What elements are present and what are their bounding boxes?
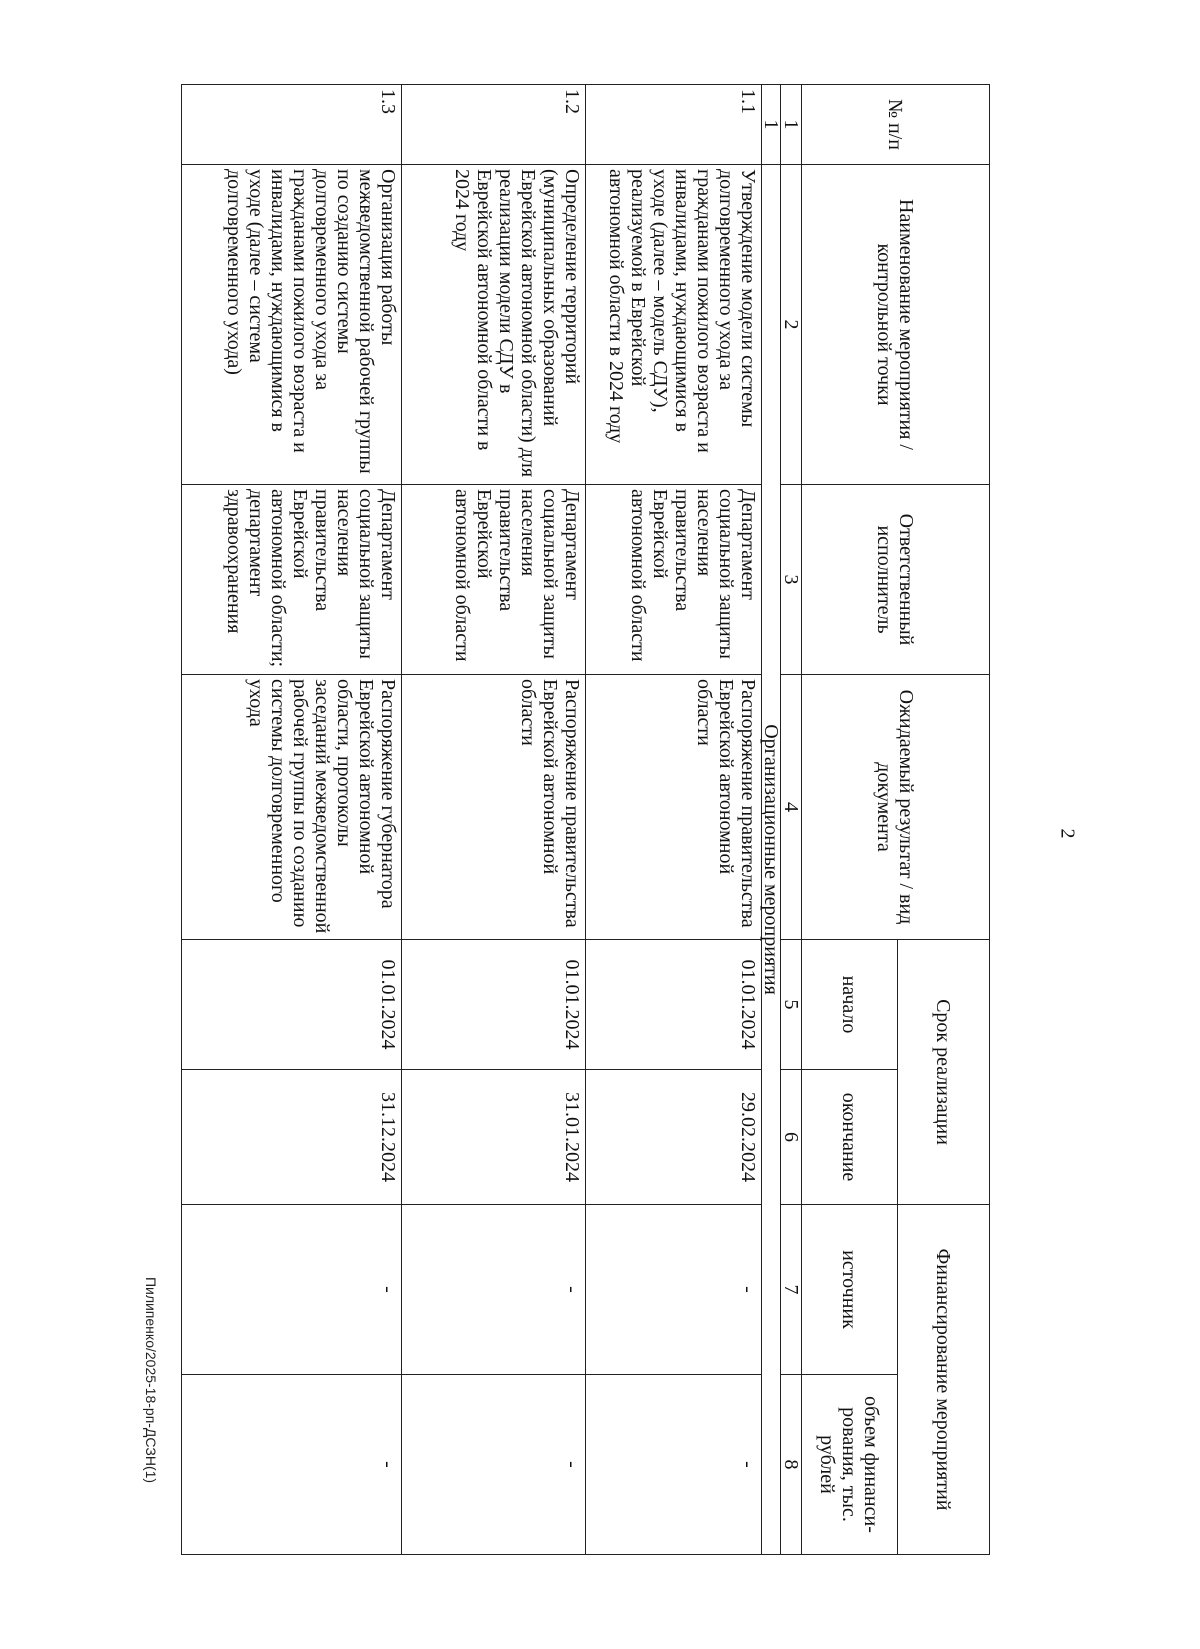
row-finance-volume: - bbox=[402, 1375, 586, 1555]
header-executor: Ответственный исполнитель bbox=[802, 485, 990, 675]
header-finance-volume: объем финанси-рования, тыс. рублей bbox=[802, 1375, 898, 1555]
row-number: 1.1 bbox=[586, 85, 762, 165]
section-number: 1 bbox=[762, 85, 781, 165]
row-finance-volume: - bbox=[182, 1375, 402, 1555]
section-row bbox=[762, 85, 781, 1555]
row-finance-volume: - bbox=[586, 1375, 762, 1555]
section-title: Организационные мероприятия bbox=[762, 165, 781, 1555]
row-name: Утверждение модели системы долговременного ухода за гражданами пожилого возраста и инвалидами, нуждающимися в уходе (далее – модель СДУ), реализуемой в Еврейской автономной области в 2024 году bbox=[586, 165, 762, 485]
row-finance-source: - bbox=[182, 1205, 402, 1375]
plan-table bbox=[181, 84, 990, 1555]
table-row bbox=[586, 85, 762, 1555]
column-number: 7 bbox=[781, 1205, 802, 1375]
table-row bbox=[402, 85, 586, 1555]
header-finance-source: источник bbox=[802, 1205, 898, 1375]
row-number: 1.3 bbox=[182, 85, 402, 165]
row-finance-source: - bbox=[402, 1205, 586, 1375]
row-executor: Департамент социальной защиты населения правительства Еврейской автономной области bbox=[402, 485, 586, 675]
header-term-start: начало bbox=[802, 940, 898, 1070]
row-end-date: 31.01.2024 bbox=[402, 1070, 586, 1205]
header-term: Срок реализации bbox=[898, 940, 990, 1205]
row-end-date: 31.12.2024 bbox=[182, 1070, 402, 1205]
row-start-date: 01.01.2024 bbox=[182, 940, 402, 1070]
row-start-date: 01.01.2024 bbox=[402, 940, 586, 1070]
column-number: 3 bbox=[781, 485, 802, 675]
header-name: Наименование мероприятия / контрольной точки bbox=[802, 165, 990, 485]
header-result: Ожидаемый результат / вид документа bbox=[802, 675, 990, 940]
row-result: Распоряжение правительства Еврейской автономной области bbox=[586, 675, 762, 940]
column-number: 6 bbox=[781, 1070, 802, 1205]
row-name: Определение территорий (муниципальных образований Еврейской автономной области) для реализации модели СДУ в Еврейской автономной области в 2024 году bbox=[402, 165, 586, 485]
row-number: 1.2 bbox=[402, 85, 586, 165]
column-number: 8 bbox=[781, 1375, 802, 1555]
row-name: Организация работы межведомственной рабочей группы по созданию системы долговременного ухода за гражданами пожилого возраста и инвалидами, нуждающимися в уходе (далее – система долговременного ухода) bbox=[182, 165, 402, 485]
column-number: 5 bbox=[781, 940, 802, 1070]
row-executor: Департамент социальной защиты населения правительства Еврейской автономной области bbox=[586, 485, 762, 675]
footer-document-code: Пилипенко/2025-18-рп-ДСЗН(1) bbox=[143, 1276, 160, 1484]
row-result: Распоряжение губернатора Еврейской автономной области, протоколы заседаний межведомственной рабочей группы по созданию системы долговременного ухода bbox=[182, 675, 402, 940]
row-finance-source: - bbox=[586, 1205, 762, 1375]
row-executor: Департамент социальной защиты населения правительства Еврейской автономной области; департамент здравоохранения bbox=[182, 485, 402, 675]
column-number: 1 bbox=[781, 85, 802, 165]
row-end-date: 29.02.2024 bbox=[586, 1070, 762, 1205]
header-term-end: окончание bbox=[802, 1070, 898, 1205]
column-number: 4 bbox=[781, 675, 802, 940]
page-number: 2 bbox=[1056, 828, 1079, 839]
table-row bbox=[182, 85, 402, 1555]
column-number: 2 bbox=[781, 165, 802, 485]
header-finance: Финансирование мероприятий bbox=[898, 1205, 990, 1555]
header-num: № п/п bbox=[802, 85, 990, 165]
column-number-row bbox=[781, 85, 802, 1555]
row-start-date: 01.01.2024 bbox=[586, 940, 762, 1070]
row-result: Распоряжение правительства Еврейской автономной области bbox=[402, 675, 586, 940]
rotated-table-wrapper bbox=[118, 84, 990, 1554]
